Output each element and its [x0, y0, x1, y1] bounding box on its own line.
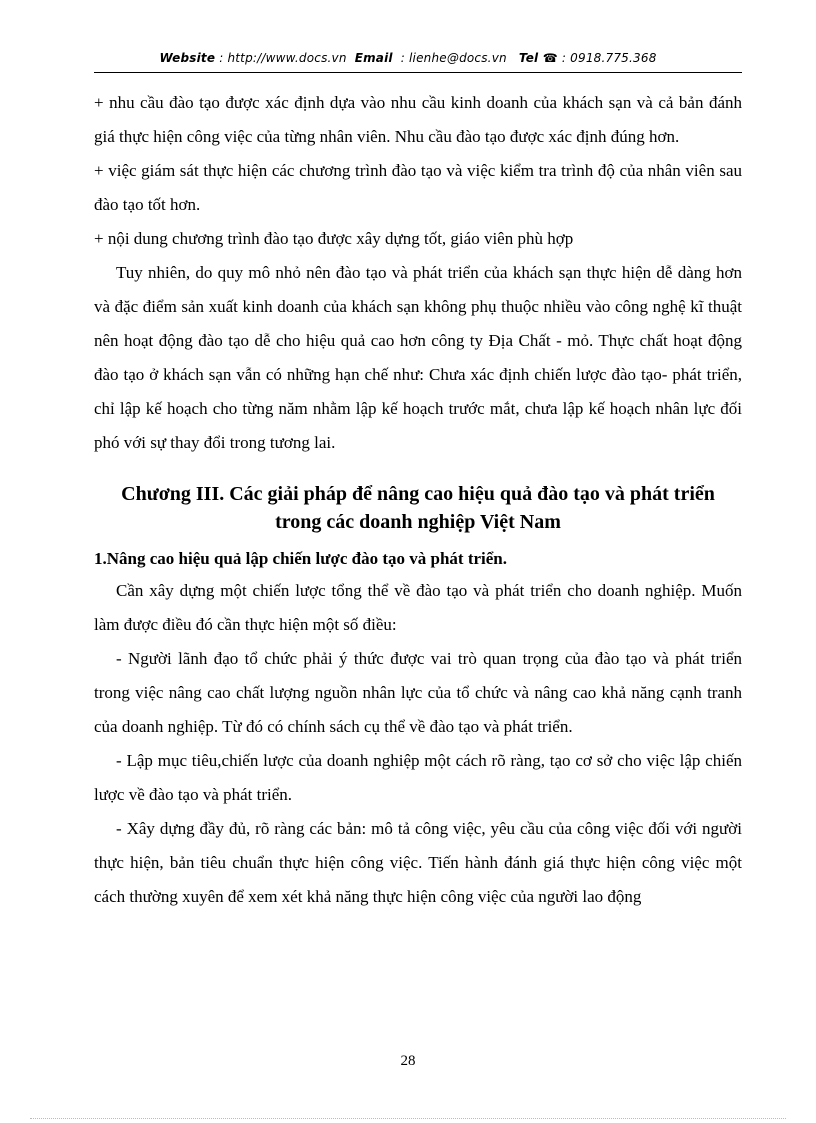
page-header: [0, 51, 816, 65]
paragraph-training-needs: + nhu cầu đào tạo được xác định dựa vào nhu cầu kinh doanh của khách sạn và cả bản đánh giá thực hiện công việc của từng nhân viên. Nhu cầu đào tạo được xác định đúng hơn.: [94, 93, 742, 146]
header-email-label: Email: [354, 51, 393, 65]
paragraph-supervision: + việc giám sát thực hiện các chương trình đào tạo và việc kiểm tra trình độ của nhân viên sau đào tạo tốt hơn.: [94, 161, 742, 214]
header-tel-value: : 0918.775.368: [561, 51, 657, 65]
document-body: [94, 86, 742, 914]
paragraph-overall-strategy: Cần xây dựng một chiến lược tổng thể về đào tạo và phát triển cho doanh nghiệp. Muốn làm được điều đó cần thực hiện một số điều:: [94, 581, 742, 634]
bullet-leadership-awareness: - Người lãnh đạo tổ chức phải ý thức được vai trò quan trọng của đào tạo và phát triển trong việc nâng cao chất lượng nguồn nhân lực của tổ chức và nâng cao khả năng cạnh tranh của doanh nghiệp. Từ đó có chính sách cụ thể về đào tạo và phát triển.: [94, 649, 742, 736]
chapter-heading-line-2: trong các doanh nghiệp Việt Nam: [275, 511, 561, 533]
chapter-heading: [94, 480, 742, 536]
header-website-label: Website: [159, 51, 216, 65]
paragraph-program-content: + nội dung chương trình đào tạo được xây dựng tốt, giáo viên phù hợp: [94, 229, 574, 248]
header-email-link[interactable]: : lienhe@docs.vn: [400, 51, 507, 65]
header-tel-label: Tel ☎: [518, 51, 558, 65]
header-divider: [94, 72, 742, 73]
header-website-link[interactable]: : http://www.docs.vn: [219, 51, 347, 65]
bullet-set-objectives: - Lập mục tiêu,chiến lược của doanh nghiệp một cách rõ ràng, tạo cơ sở cho việc lập chiến lược về đào tạo và phát triển.: [94, 751, 742, 804]
page-bottom-border: [30, 1118, 786, 1119]
bullet-job-descriptions: - Xây dựng đầy đủ, rõ ràng các bản: mô tả công việc, yêu cầu của công việc đối với người thực hiện, bản tiêu chuẩn thực hiện công việc. Tiến hành đánh giá thực hiện công việc một cách thường xuyên để xem xét khả năng thực hiện công việc của người lao động: [94, 819, 742, 906]
paragraph-however: Tuy nhiên, do quy mô nhỏ nên đào tạo và phát triển của khách sạn thực hiện dễ dàng hơn và đặc điểm sản xuất kinh doanh của khách sạn không phụ thuộc nhiều vào công nghệ kĩ thuật nên hoạt động đào tạo dễ cho hiệu quả cao hơn công ty Địa Chất - mỏ. Thực chất hoạt động đào tạo ở khách sạn vẫn có những hạn chế như: Chưa xác định chiến lược đào tạo- phát triển, chỉ lập kế hoạch cho từng năm nhằm lập kế hoạch trước mắt, chưa lập kế hoạch nhân lực đối phó với sự thay đổi trong tương lai.: [94, 263, 742, 452]
page-number: 28: [400, 1053, 416, 1069]
chapter-heading-line-1: Chương III. Các giải pháp để nâng cao hiệu quả đào tạo và phát triển: [121, 483, 715, 505]
section-heading: 1.Nâng cao hiệu quả lập chiến lược đào tạo và phát triển.: [94, 549, 508, 568]
